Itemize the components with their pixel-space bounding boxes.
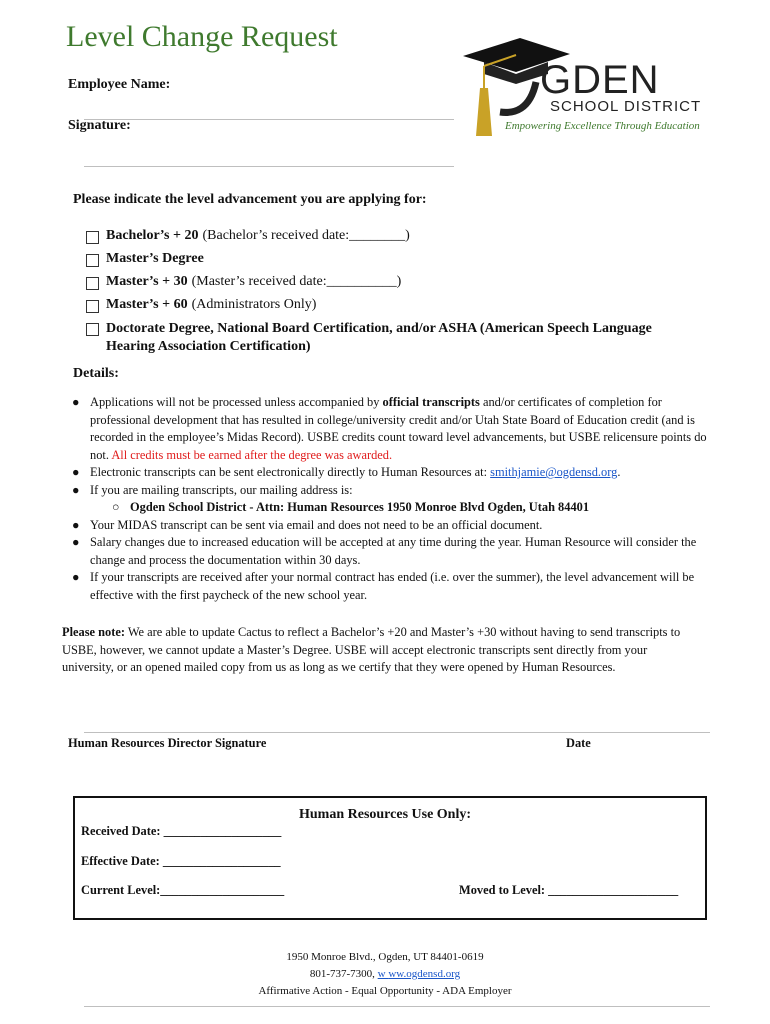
details-list (72, 394, 712, 604)
footer-address: 1950 Monroe Blvd., Ogden, UT 84401-0619 (286, 951, 484, 963)
option-bachelors-20[interactable]: Bachelor’s + 20 (Bachelor’s received date:________) (86, 228, 410, 244)
received-date-field[interactable]: Received Date: ___________________ (81, 824, 282, 838)
district-logo (458, 32, 708, 142)
moved-to-level-field[interactable]: Moved to Level: _____________________ (459, 883, 679, 897)
hr-box-title: Human Resources Use Only: (299, 807, 472, 822)
footer-eeo: Affirmative Action - Equal Opportunity - ADA Employer (258, 985, 512, 997)
credits-warning: All credits must be earned after the degree was awarded. (111, 447, 393, 462)
option-doctorate[interactable]: Doctorate Degree, National Board Certification, and/or ASHA (American Speech Language Hearing Association Certification) (86, 320, 706, 356)
checkbox[interactable] (86, 277, 99, 290)
checkbox[interactable] (86, 231, 99, 244)
current-level-field[interactable]: Current Level:____________________ (81, 883, 285, 897)
footer-divider (84, 1006, 710, 1007)
checkbox[interactable] (86, 300, 99, 313)
mailing-address: ○ Ogden School District - Attn: Human Resources 1950 Monroe Blvd Ogden, Utah 84401 (112, 500, 590, 514)
list-item: ● Electronic transcripts can be sent electronically directly to Human Resources at: smithjamie@ogdensd.org. (72, 465, 621, 479)
employee-name-line[interactable] (84, 119, 454, 120)
checkbox[interactable] (86, 254, 99, 267)
page-title: Level Change Request (66, 20, 338, 53)
director-signature-label: Human Resources Director Signature (68, 736, 267, 750)
list-item: ● Salary changes due to increased education will be accepted at any time during the year. Human Resource will consider the change and process the documentation within 30 days. (72, 535, 697, 567)
list-item: ● If you are mailing transcripts, our mailing address is: ○ Ogden School District - Attn: Human Resources 1950 Monroe Blvd Ogden, Utah 84401 (72, 482, 712, 517)
logo-tagline: Empowering Excellence Through Education (505, 120, 700, 132)
employee-name-label: Employee Name: (68, 77, 171, 92)
signature-line[interactable] (84, 166, 454, 167)
hr-use-only-box (73, 796, 707, 920)
director-signature-line[interactable] (84, 732, 710, 733)
effective-date-field[interactable]: Effective Date: ___________________ (81, 854, 281, 868)
logo-wordmark: GDEN (540, 58, 660, 102)
footer (0, 949, 770, 1000)
footer-contact: 801-737-7300, w ww.ogdensd.org (309, 968, 461, 980)
option-masters-degree[interactable]: Master’s Degree (86, 251, 208, 267)
details-heading: Details: (73, 366, 119, 381)
hr-email-link[interactable]: smithjamie@ogdensd.org (490, 465, 618, 479)
date-label: Date (566, 736, 591, 750)
advancement-prompt: Please indicate the level advancement you are applying for: (73, 192, 427, 207)
checkbox[interactable] (86, 323, 99, 336)
list-item: ● Applications will not be processed unless accompanied by official transcripts and/or certificates of completion for professional development that has resulted in college/university credit and/or Utah State Board of Education credit (and is recorded in the employee’s Midas Record). USBE credits count toward level advancements, but USBE relicensure points do not. All credits must be earned after the degree was awarded. (72, 395, 707, 462)
signature-label: Signature: (68, 118, 131, 133)
list-item: ● If your transcripts are received after your normal contract has ended (i.e. over the summer), the level advancement will be effective with the first paycheck of the new school year. (72, 570, 695, 602)
option-masters-60[interactable]: Master’s + 60 (Administrators Only) (86, 297, 316, 313)
list-item: ● Your MIDAS transcript can be sent via email and does not need to be an official document. (72, 517, 543, 532)
website-link[interactable]: ww.ogdensd.org (388, 968, 461, 980)
option-masters-30[interactable]: Master’s + 30 (Master’s received date:__________) (86, 274, 401, 290)
logo-subtitle: SCHOOL DISTRICT (550, 98, 702, 115)
please-note: Please note: We are able to update Cactus to reflect a Bachelor’s +20 and Master’s +30 without having to send transcripts to USBE, however, we cannot update a Master’s Degree. USBE will accept electronic transcripts sent directly from your university, or an opened mailed copy from us as long as we certify that they were opened by Human Resources. (62, 625, 681, 674)
